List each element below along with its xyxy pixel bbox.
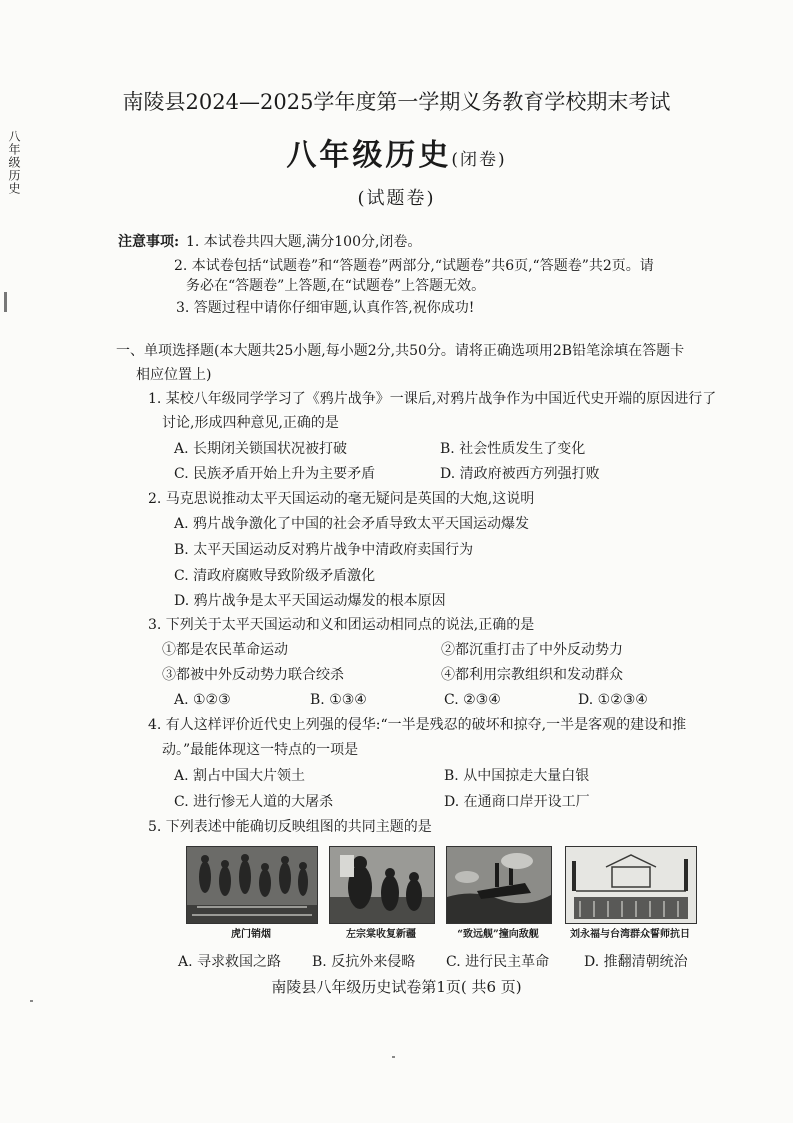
subject-note: (闭卷): [451, 150, 507, 170]
q3-option-a: A. ①②③: [174, 692, 231, 708]
q1-option-d: D. 清政府被西方列强打败: [440, 466, 600, 482]
q2-option-d: D. 鸦片战争是太平天国运动爆发的根本原因: [174, 593, 446, 609]
q5-image-liu-yongfu: [565, 846, 697, 924]
q5-option-c: C. 进行民主革命: [446, 954, 550, 970]
paper-type: (试题卷): [357, 188, 436, 209]
notice-item-2-cont: 务必在“答题卷”上答题,在“试题卷”上答题无效。: [186, 278, 486, 294]
scan-speck: [30, 1000, 33, 1002]
q4-option-b: B. 从中国掠走大量白银: [444, 768, 590, 784]
q1-stem: 1. 某校八年级同学学习了《鸦片战争》一课后,对鸦片战争作为中国近代史开端的原因进行了: [148, 391, 717, 407]
side-subject-label: 八年级历史: [7, 130, 21, 195]
scan-edge-mark: [4, 292, 7, 312]
scan-speck: [392, 1056, 395, 1058]
notice-item-1: 1. 本试卷共四大题,满分100分,闭卷。: [186, 234, 422, 250]
q5-option-a: A. 寻求救国之路: [178, 954, 282, 970]
q5-caption-2: 左宗棠收复新疆: [346, 929, 416, 940]
q2-option-b: B. 太平天国运动反对鸦片战争中清政府卖国行为: [174, 542, 474, 558]
q5-option-b: B. 反抗外来侵略: [312, 954, 416, 970]
q3-statement-4: ④都利用宗教组织和发动群众: [441, 667, 623, 683]
q5-caption-3: “致远舰”撞向敌舰: [457, 929, 539, 940]
q3-option-b: B. ①③④: [310, 692, 367, 708]
q4-stem: 4. 有人这样评价近代史上列强的侵华:“一半是残忍的破坏和掠夺,一半是客观的建设和推: [148, 717, 687, 733]
q4-option-c: C. 进行惨无人道的大屠杀: [174, 794, 334, 810]
page-footer: 南陵县八年级历史试卷第1页( 共6 页): [271, 978, 522, 996]
q4-stem-cont: 动。”最能体现这一特点的一项是: [162, 742, 359, 758]
q5-caption-4: 刘永福与台湾群众誓师抗日: [570, 929, 690, 940]
q3-statement-3: ③都被中外反动势力联合绞杀: [162, 667, 344, 683]
q5-image-humen-opium: [186, 846, 318, 924]
q5-option-d: D. 推翻清朝统治: [584, 954, 688, 970]
q4-option-a: A. 割占中国大片领土: [174, 768, 306, 784]
q5-image-zhiyuan-warship: [446, 846, 552, 924]
q3-stem: 3. 下列关于太平天国运动和义和团运动相同点的说法,正确的是: [148, 617, 535, 633]
q5-image-zuo-zongtang: [329, 846, 435, 924]
q2-stem: 2. 马克思说推动太平天国运动的毫无疑问是英国的大炮,这说明: [148, 491, 535, 507]
q1-option-b: B. 社会性质发生了变化: [440, 441, 586, 457]
q3-option-d: D. ①②③④: [578, 692, 648, 708]
subject-title: [0, 130, 793, 174]
q4-option-d: D. 在通商口岸开设工厂: [444, 794, 590, 810]
q2-option-a: A. 鸦片战争激化了中国的社会矛盾导致太平天国运动爆发: [174, 516, 530, 532]
notice-label: 注意事项:: [118, 234, 180, 250]
notice-item-2: 2. 本试卷包括“试题卷”和“答题卷”两部分,“试题卷”共6页,“答题卷”共2页。请: [174, 258, 654, 274]
q5-caption-1: 虎门销烟: [231, 929, 271, 940]
section-heading-cont: 相应位置上): [136, 367, 212, 383]
subject-name: 八年级历史: [286, 138, 452, 173]
notice-item-3: 3. 答题过程中请你仔细审题,认真作答,祝你成功!: [176, 300, 475, 316]
q1-stem-cont: 讨论,形成四种意见,正确的是: [162, 415, 339, 431]
q5-stem: 5. 下列表述中能确切反映组图的共同主题的是: [148, 819, 432, 835]
q3-option-c: C. ②③④: [444, 692, 501, 708]
q1-option-c: C. 民族矛盾开始上升为主要矛盾: [174, 466, 376, 482]
section-heading: 一、单项选择题(本大题共25小题,每小题2分,共50分。请将正确选项用2B铅笔涂填在答题卡: [116, 343, 685, 359]
q2-option-c: C. 清政府腐败导致阶级矛盾激化: [174, 568, 376, 584]
q1-option-a: A. 长期闭关锁国状况被打破: [174, 441, 348, 457]
exam-title: 南陵县2024—2025学年度第一学期义务教育学校期末考试: [122, 90, 671, 114]
q3-statement-2: ②都沉重打击了中外反动势力: [441, 642, 623, 658]
q3-statement-1: ①都是农民革命运动: [162, 642, 288, 658]
